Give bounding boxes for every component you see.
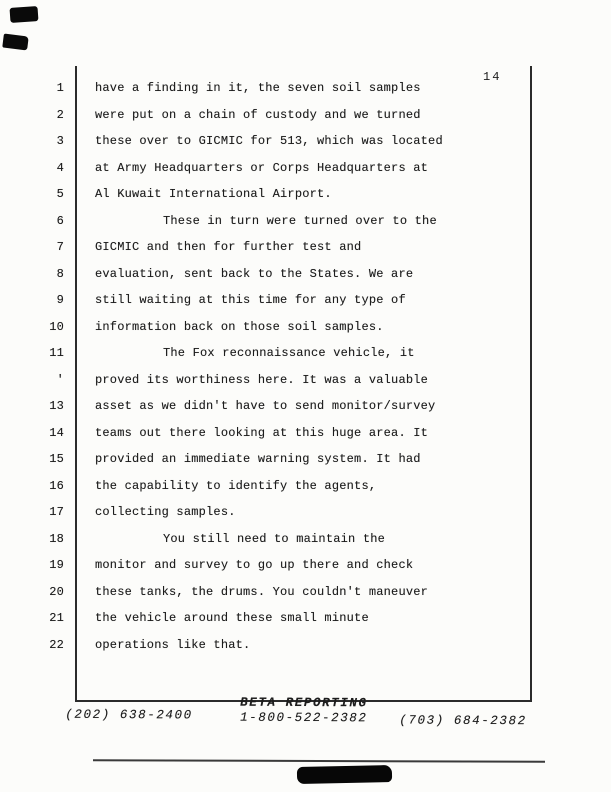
transcript-line xyxy=(40,161,560,188)
transcript-line xyxy=(40,532,560,559)
transcript-line xyxy=(40,611,560,638)
line-number: 16 xyxy=(49,478,64,493)
line-text: monitor and survey to go up there and check xyxy=(95,558,414,572)
line-text: operations like that. xyxy=(95,637,251,652)
line-text: these over to GICMIC for 513, which was located xyxy=(95,134,443,148)
page-number: 14 xyxy=(483,70,502,84)
footer-tollfree-phone: 1-800-522-2382 xyxy=(240,710,368,726)
line-text: still waiting at this time for any type of xyxy=(95,293,406,307)
transcript-line xyxy=(40,81,560,108)
line-text: proved its worthiness here. It was a valuable xyxy=(95,372,429,387)
transcript-line xyxy=(40,346,560,373)
scan-artifact-left-edge xyxy=(2,34,29,51)
line-text: These in turn were turned over to the xyxy=(163,213,437,228)
line-text: information back on those soil samples. xyxy=(95,319,384,334)
transcript-line xyxy=(40,320,560,347)
transcript-line xyxy=(40,214,560,241)
scan-artifact-top-left xyxy=(10,6,39,23)
transcript-line xyxy=(40,558,560,585)
line-text: provided an immediate warning system. It had xyxy=(95,452,421,466)
transcript-line xyxy=(40,108,560,135)
transcript-line xyxy=(40,426,560,453)
transcript-lines xyxy=(40,81,560,664)
line-number: 5 xyxy=(56,187,64,201)
line-text: Al Kuwait International Airport. xyxy=(95,187,332,201)
line-text: these tanks, the drums. You couldn't maneuver xyxy=(95,584,429,599)
transcript-line xyxy=(40,267,560,294)
transcript-line xyxy=(40,373,560,400)
line-text: the vehicle around these small minute xyxy=(95,611,369,625)
line-number: 13 xyxy=(49,399,64,413)
bottom-scan-rule xyxy=(93,759,545,763)
line-text: GICMIC and then for further test and xyxy=(95,240,362,254)
line-text: have a finding in it, the seven soil samples xyxy=(95,81,421,95)
line-number: 17 xyxy=(49,505,64,519)
transcript-line xyxy=(40,293,560,320)
transcript-line xyxy=(40,134,560,161)
line-text: at Army Headquarters or Corps Headquarters at xyxy=(95,160,429,175)
transcript-line xyxy=(40,585,560,612)
line-number: 6 xyxy=(56,213,64,228)
line-text: were put on a chain of custody and we turned xyxy=(95,107,421,122)
line-number: 10 xyxy=(49,319,64,334)
line-text: asset as we didn't have to send monitor/survey xyxy=(95,399,436,413)
line-number: 21 xyxy=(49,611,64,625)
transcript-line xyxy=(40,505,560,532)
transcript-line xyxy=(40,187,560,214)
transcript-line xyxy=(40,638,560,665)
line-text: the capability to identify the agents, xyxy=(95,478,377,493)
line-number: 4 xyxy=(56,160,64,175)
transcript-line xyxy=(40,479,560,506)
footer-phone-left: (202) 638-2400 xyxy=(65,707,193,723)
line-text: collecting samples. xyxy=(95,505,236,519)
bottom-scan-artifact xyxy=(297,765,392,784)
line-number: 20 xyxy=(49,584,64,599)
transcript-line xyxy=(40,240,560,267)
line-number: 7 xyxy=(56,240,64,254)
footer-company-name: BETA REPORTING xyxy=(240,695,368,711)
line-number: 8 xyxy=(56,266,64,281)
line-number: 22 xyxy=(49,637,64,652)
line-number: 14 xyxy=(49,425,64,440)
transcript-line xyxy=(40,399,560,426)
line-number: ' xyxy=(56,372,64,387)
line-number: 11 xyxy=(49,346,64,360)
footer-phone-right: (703) 684-2382 xyxy=(399,713,527,729)
line-number: 19 xyxy=(49,558,64,572)
line-number: 15 xyxy=(49,452,64,466)
line-number: 3 xyxy=(56,134,64,148)
transcript-line xyxy=(40,452,560,479)
line-text: evaluation, sent back to the States. We are xyxy=(95,266,414,281)
line-number: 9 xyxy=(56,293,64,307)
line-text: You still need to maintain the xyxy=(163,531,386,546)
line-text: The Fox reconnaissance vehicle, it xyxy=(163,346,415,360)
line-number: 18 xyxy=(49,531,64,546)
line-text: teams out there looking at this huge area. It xyxy=(95,425,429,440)
line-number: 2 xyxy=(56,107,64,122)
line-number: 1 xyxy=(56,81,64,95)
